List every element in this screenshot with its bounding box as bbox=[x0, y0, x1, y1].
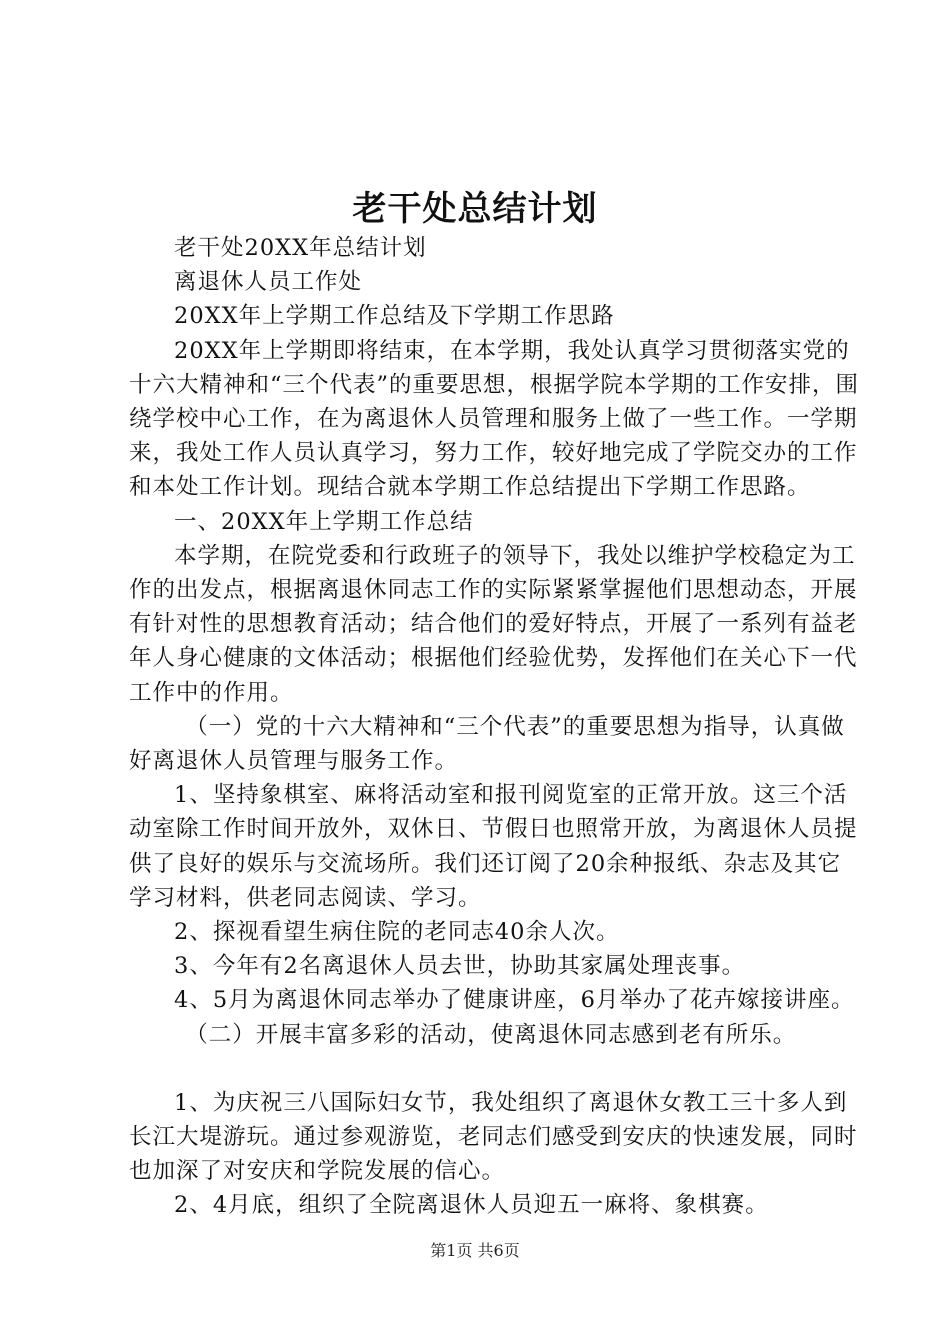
page-footer: 第1页 共6页 bbox=[430, 1241, 520, 1260]
paragraph-department: 离退休人员工作处 bbox=[174, 269, 363, 296]
paragraph-subtitle: 老干处20XX年总结计划 bbox=[174, 235, 427, 261]
list-item-2: 2、探视看望生病住院的老同志40余人次。 bbox=[174, 919, 620, 946]
activity-item-2: 2、4月底，组织了全院离退休人员迎五一麻将、象棋赛。 bbox=[174, 1192, 769, 1219]
section-heading-one: 一、20XX年上学期工作总结 bbox=[174, 508, 474, 535]
paragraph-heading: 20XX年上学期工作总结及下学期工作思路 bbox=[174, 303, 615, 330]
paragraph-intro: 20XX年上学期即将结束，在本学期，我处认真学习贯彻落实党的十六大精神和“三个代表”的重要思想，根据学院本学期的工作安排，围绕学校中心工作，在为离退休人员管理和服务上做了一些工作。一学期来，我处工作人员认真学习，努力工作，较好地完成了学院交办的工作和本处工作计划。现结合就本学期工作总结提出下学期工作思路。 bbox=[129, 337, 860, 501]
document-title: 老干处总结计划 bbox=[352, 189, 598, 229]
list-item-4: 4、5月为离退休同志举办了健康讲座，6月举办了花卉嫁接讲座。 bbox=[174, 987, 855, 1014]
list-item-3: 3、今年有2名离退休人员去世，协助其家属处理丧事。 bbox=[174, 953, 746, 980]
list-item-1: 1、坚持象棋室、麻将活动室和报刊阅览室的正常开放。这三个活动室除工作时间开放外，双休日、节假日也照常开放，为离退休人员提供了良好的娱乐与交流场所。我们还订阅了20余种报纸、杂志及其它学习材料，供老同志阅读、学习。 bbox=[129, 782, 858, 911]
paragraph-overview: 本学期，在院党委和行政班子的领导下，我处以维护学校稳定为工作的出发点，根据离退休同志工作的实际紧紧掌握他们思想动态，开展有针对性的思想教育活动；结合他们的爱好特点，开展了一系列有益老年人身心健康的文体活动；根据他们经验优势，发挥他们在关心下一代工作中的作用。 bbox=[129, 542, 858, 706]
document-body bbox=[129, 231, 859, 1223]
activity-item-1: 1、为庆祝三八国际妇女节，我处组织了离退休女教工三十多人到长江大堤游玩。通过参观游览，老同志们感受到安庆的快速发展，同时也加深了对安庆和学院发展的信心。 bbox=[129, 1089, 858, 1185]
subsection-heading-two: （二）开展丰富多彩的活动，使离退休同志感到老有所乐。 bbox=[185, 1021, 797, 1048]
subsection-heading-one: （一）党的十六大精神和“三个代表”的重要思想为指导，认真做好离退休人员管理与服务工作。 bbox=[129, 713, 845, 775]
